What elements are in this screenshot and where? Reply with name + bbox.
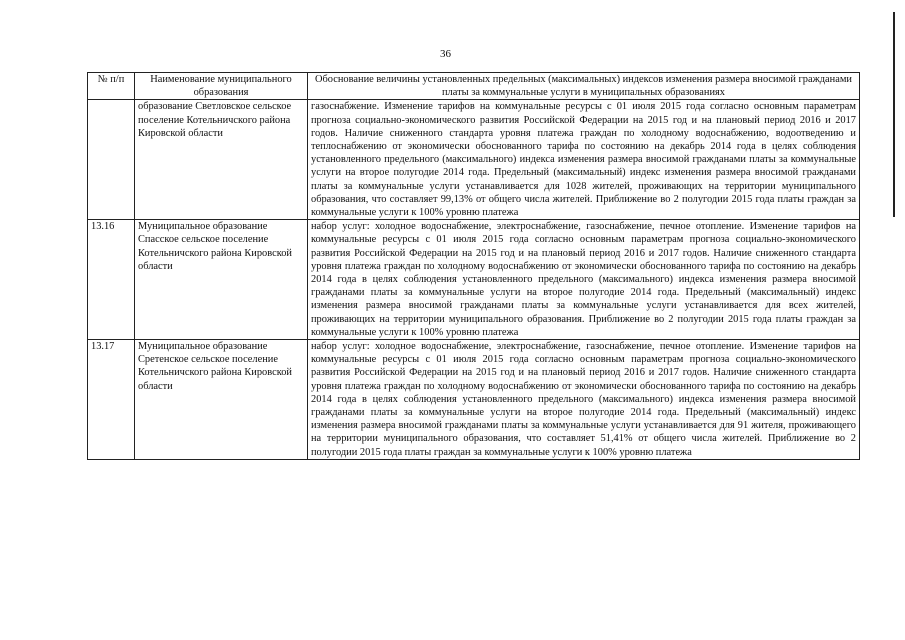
header-justification: Обоснование величины установленных предельных (максимальных) индексов изменения размера вносимой гражданами платы за коммунальные услуги в муниципальных образованиях (308, 73, 860, 100)
row-municipality: Муниципальное образование Сретенское сельское поселение Котельничского района Кировской области (135, 340, 308, 460)
row-municipality: образование Светловское сельское поселение Котельничского района Кировской области (135, 100, 308, 220)
table-row (88, 340, 860, 460)
row-number: 13.16 (88, 220, 135, 340)
row-number (88, 100, 135, 220)
header-number: № п/п (88, 73, 135, 100)
table-row (88, 220, 860, 340)
row-number: 13.17 (88, 340, 135, 460)
margin-rule (893, 12, 895, 217)
row-justification: набор услуг: холодное водоснабжение, электроснабжение, газоснабжение, печное отопление. Изменение тарифов на коммунальные ресурсы с 01 июля 2015 года согласно основным параметрам прогноза социально-экономического развития Российской Федерации на 2015 год и на плановый период 2016 и 2017 годов. Наличие сниженного стандарта уровня платежа граждан по холодному водоснабжению от экономически обоснованного тарифа по состоянию на декабрь 2014 года в целях соблюдения установленного предельного (максимального) индекса изменения размера вносимой гражданами платы за коммунальные услуги на второе полугодие 2014 года. Предельный (максимальный) индекс изменения размера вносимой гражданами платы за коммунальные услуги устанавливается для всех жителей, проживающих на территории муниципального образования. Приближение во 2 полугодии 2015 года платы граждан за коммунальные услуги к 100% уровню платежа (308, 220, 860, 340)
row-municipality: Муниципальное образование Спасское сельское поселение Котельничского района Кировской области (135, 220, 308, 340)
table-header-row (88, 73, 860, 100)
header-municipality: Наименование муниципального образования (135, 73, 308, 100)
tariff-index-table (87, 72, 860, 460)
row-justification: газоснабжение. Изменение тарифов на коммунальные ресурсы с 01 июля 2015 года согласно основным параметрам прогноза социально-экономического развития Российской Федерации на 2015 год и на плановый период 2016 и 2017 годов. Наличие сниженного стандарта уровня платежа граждан по холодному водоснабжению, водоотведению и теплоснабжению от экономически обоснованного тарифа по состоянию на декабрь 2014 года в целях соблюдения установленного предельного (максимального) индекса изменения размера вносимой гражданами платы за коммунальные услуги на второе полугодие 2014 года. Предельный (максимальный) индекс изменения размера вносимой гражданами платы за коммунальные услуги устанавливается для 1028 жителей, проживающих на территории муниципального образования, что составляет 99,13% от общего числа жителей. Приближение во 2 полугодии 2015 года платы граждан за коммунальные услуги к 100% уровню платежа (308, 100, 860, 220)
row-justification: набор услуг: холодное водоснабжение, электроснабжение, газоснабжение, печное отопление. Изменение тарифов на коммунальные ресурсы с 01 июля 2015 года согласно основным параметрам прогноза социально-экономического развития Российской Федерации на 2015 год и на плановый период 2016 и 2017 годов. Наличие сниженного стандарта уровня платежа граждан по холодному водоснабжению от экономически обоснованного тарифа по состоянию на декабрь 2014 года в целях соблюдения установленного предельного (максимального) индекса изменения размера вносимой гражданами платы за коммунальные услуги на второе полугодие 2014 года. Предельный (максимальный) индекс изменения размера вносимой гражданами платы за коммунальные услуги устанавливается для 91 жителя, проживающего на территории муниципального образования, что составляет 51,41% от общего числа жителей. Приближение во 2 полугодии 2015 года платы граждан за коммунальные услуги к 100% уровню платежа (308, 340, 860, 460)
page-number: 36 (440, 48, 451, 60)
table-row (88, 100, 860, 220)
